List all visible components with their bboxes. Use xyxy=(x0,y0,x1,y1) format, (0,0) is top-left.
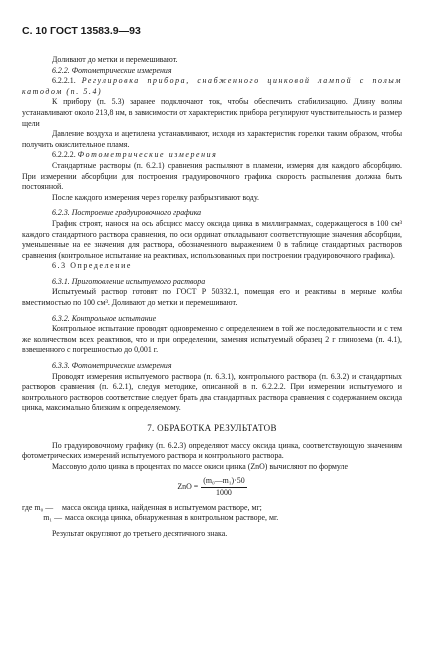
formula-lhs: ZnO = xyxy=(177,482,199,492)
section-heading: 6.3 Определение xyxy=(52,261,133,271)
section-heading: 6.2.2. Фотометрические измерения xyxy=(52,65,172,75)
subsection-title: Регулировка прибора, снабженного цинковой лампой с полым катодом (п. 5.4) xyxy=(22,76,402,96)
formula-fraction xyxy=(201,476,246,498)
subsection-heading xyxy=(22,150,402,161)
section-heading: 6.3.3. Фотометрические измерения xyxy=(52,361,172,371)
formula-legend-row xyxy=(22,513,402,524)
paragraph: Давление воздуха и ацетилена устанавливают, исходя из характеристик горелки таким образом, чтобы получить окислительное пламя. xyxy=(22,129,402,149)
formula-denominator: 1000 xyxy=(216,487,232,497)
paragraph: Контрольное испытание проводят одновременно с определением в той же последовательности и с тем же количеством всех реактивов, что и при определении, заменяя испытуемый образец 2 г глинозема (п. 4.1), взвешенного с погрешностью до 0,001 г. xyxy=(22,324,402,355)
legend-symbol: m₁ — xyxy=(43,513,62,523)
paragraph: После каждого измерения через горелку разбрызгивают воду. xyxy=(52,192,259,202)
paragraph: Результат округляют до третьего десятичного знака. xyxy=(52,528,228,538)
subsection-number: 6.2.2.1. xyxy=(52,76,76,86)
paragraph: По градуировочному графику (п. 6.2.3) определяют массу оксида цинка, соответствующую значениям фотометрических измерений испытуемого раствора и контрольного раствора. xyxy=(22,440,402,461)
section-title: 7. ОБРАБОТКА РЕЗУЛЬТАТОВ xyxy=(147,423,277,433)
subsection-number: 6.2.2.2. xyxy=(52,150,76,160)
paragraph: Стандартные растворы (п. 6.2.1) сравнения распыляют в пламени, измеряя для каждого абсорбцию. При измерении абсорбции для построения градуировочного графика скорость распыления должна быть постоянной. xyxy=(22,160,402,192)
formula-numerator: (m₀—m₁)·50 xyxy=(201,476,246,488)
page-header: С. 10 ГОСТ 13583.9—93 xyxy=(22,25,141,37)
paragraph: Проводят измерения испытуемого раствора (п. 6.3.1), контрольного раствора (п. 6.3.2) и стандартных растворов сравнения (п. 6.2.1), следуя методике, описанной в п. 6.2.2.2. При измерении испытуемого и контрольного растворов соответствие следует брать два стандартных раствора сравнения с содержанием оксида цинка, максимально близким к определяемому. xyxy=(22,371,402,413)
subsection-heading xyxy=(22,76,402,97)
paragraph: Массовую долю цинка в процентах по массе окиси цинка (ZnO) вычисляют по формуле xyxy=(52,461,348,471)
section-heading: 6.2.3. Построение градуировочного графика xyxy=(52,208,202,218)
section-heading: 6.3.1. Приготовление испытуемого раствора xyxy=(52,276,206,286)
document-body xyxy=(22,55,402,539)
paragraph: Испытуемый раствор готовят по ГОСТ Р 50332.1, помещая его и реактивы в мерные колбы вместимостью по 100 см³. Доливают до метки и перемешивают. xyxy=(22,287,402,308)
section-heading: 6.3.2. Контрольное испытание xyxy=(52,313,157,323)
formula-legend-row xyxy=(22,503,402,514)
subsection-title: Фотометрические измерения xyxy=(77,150,218,160)
paragraph: График строят, нанося на ось абсцисс массу оксида цинка в миллиграммах, содержащегося в 100 см³ каждого стандартного раствора сравнения, по оси ординат откладывают соответствующие значения абсорбции, уменьшенные на ее значения для раствора, обозначенного выражением 0 в таблице стандартных растворов сравнения (контрольное испытание на реактивах, использованных при построении градуировочного графика). xyxy=(22,218,402,260)
legend-text: масса оксида цинка, найденная в испытуемом растворе, мг; xyxy=(62,502,262,512)
legend-text: масса оксида цинка, обнаруженная в контрольном растворе, мг. xyxy=(65,513,279,523)
paragraph: К прибору (п. 5.3) заранее подключают ток, чтобы обеспечить стабилизацию. Длину волны устанавливают около 213,8 нм, в зависимости от характеристик прибора регулируют чувствительность и размер щели xyxy=(22,97,402,128)
paragraph: Доливают до метки и перемешивают. xyxy=(52,55,178,64)
legend-symbol: где m₀ — xyxy=(22,502,54,512)
formula xyxy=(22,476,402,498)
